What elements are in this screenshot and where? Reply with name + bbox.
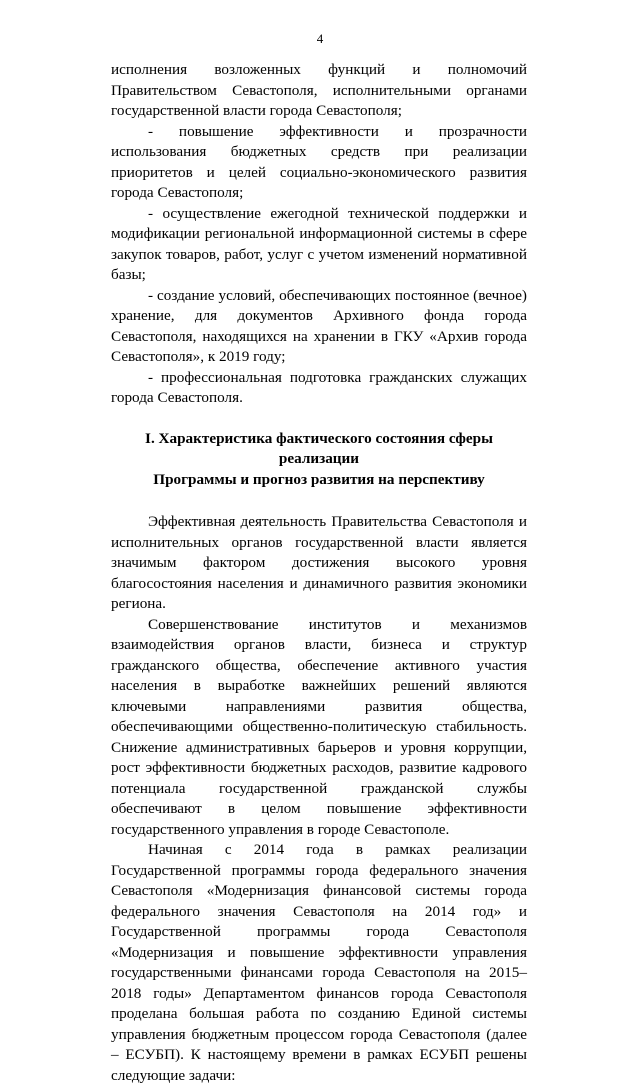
- body-paragraph: Эффективная деятельность Правительства Севастополя и исполнительных органов государственной власти является значимым фактором достижения высокого уровня благосостояния населения и динамичного развития экономики региона.: [111, 513, 527, 612]
- section-heading-line-1: I. Характеристика фактического состояния сферы реализации: [145, 429, 493, 467]
- list-item-continuation: исполнения возложенных функций и полномочий Правительством Севастополя, исполнительными органами государственной власти города Севастополя;: [111, 61, 527, 119]
- list-item: - создание условий, обеспечивающих постоянное (вечное) хранение, для документов Архивного фонда города Севастополя, находящихся на хранении в ГКУ «Архив города Севастополя», к 2019 году;: [111, 286, 527, 365]
- list-item: - профессиональная подготовка гражданских служащих города Севастополя.: [111, 368, 527, 406]
- page-number: 4: [316, 31, 324, 46]
- section-heading-line-2: Программы и прогноз развития на перспективу: [153, 470, 485, 488]
- list-item: - осуществление ежегодной технической поддержки и модификации региональной информационной системы в сфере закупок товаров, работ, услуг с учетом изменений нормативной базы;: [111, 204, 527, 283]
- spacer: [111, 490, 527, 512]
- page-content: [111, 60, 527, 1086]
- spacer: [111, 409, 527, 429]
- body-paragraph: Совершенствование институтов и механизмов взаимодействия органов власти, бизнеса и структур гражданского общества, обеспечение активного участия населения в выработке важнейших решений являются ключевыми направлениями развития общества, обеспечивающими общественно-политическую стабильность. Снижение административных барьеров и уровня коррупции, рост эффективности бюджетных расходов, развитие кадрового потенциала государственной гражданской службы обеспечивают в целом повышение эффективности государственного управления в городе Севастополе.: [111, 615, 527, 838]
- list-item: - повышение эффективности и прозрачности использования бюджетных средств при реализации приоритетов и целей социально-экономического развития города Севастополя;: [111, 122, 527, 201]
- body-paragraph: Начиная с 2014 года в рамках реализации Государственной программы города федерального значения Севастополя «Модернизация финансовой системы города федерального значения Севастополя на 2014 год» и Государственной программы города Севастополя «Модернизация и повышение эффективности управления государственными финансами города Севастополя на 2015–2018 годы» Департаментом финансов города Севастополя проделана большая работа по созданию Единой системы управления бюджетным процессом города Севастополя (далее – ЕСУБП). К настоящему времени в рамках ЕСУБП решены следующие задачи:: [111, 841, 527, 1084]
- section-heading: [111, 429, 527, 491]
